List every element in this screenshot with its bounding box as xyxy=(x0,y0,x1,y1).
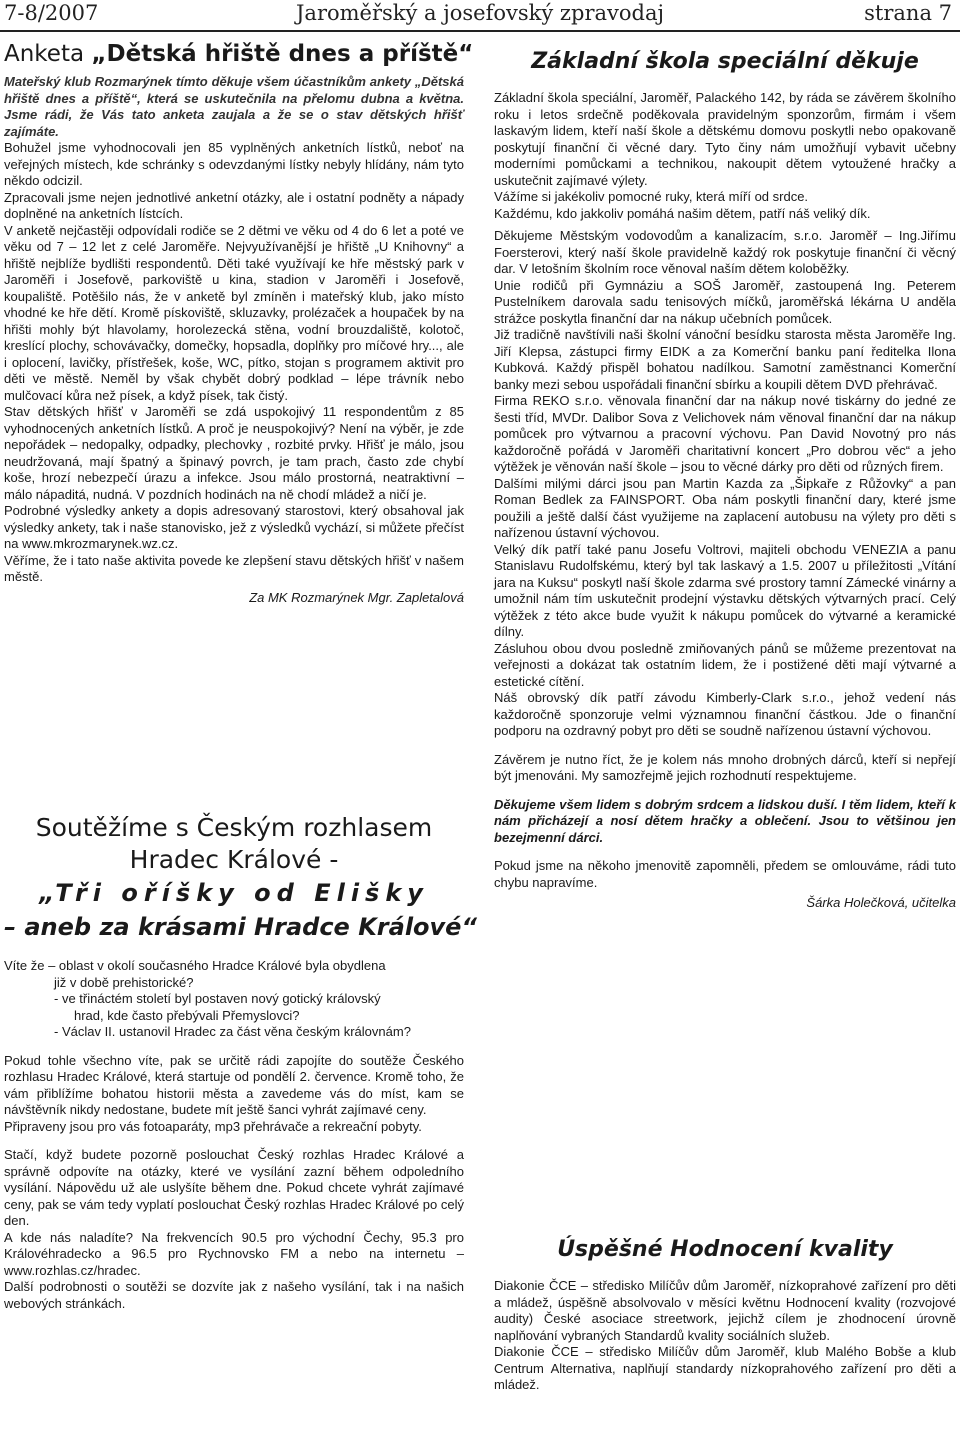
survey-signature: Za MK Rozmarýnek Mgr. Zapletalová xyxy=(249,589,464,605)
quality-paragraph: Diakonie ČCE – středisko Milíčův dům Jaroměř, nízkoprahové zařízení pro děti a mládež, úspěšně absolvovalo v měsíci květnu Hodnocení kvality (rozvojové audity) České asociace streetwork, jejichž cílem je zhodnocení úrovně naplňování vybraných Standardů kvality sociálních služeb. xyxy=(494,1278,956,1343)
header-divider xyxy=(0,30,960,32)
survey-paragraph: Věříme, že i tato naše aktivita povede ke zlepšení stavu dětských hřišť v našem městě. xyxy=(4,552,464,584)
contest-question: - ve třináctém století byl postaven nový gotický královský xyxy=(54,991,381,1006)
contest-question: Víte že – oblast v okolí současného Hradce Králové byla obydlena xyxy=(4,958,386,973)
school-paragraph: Závěrem je nutno říct, že je kolem nás mnoho drobných dárců, kteří si nepřejí být jmenováni. My samozřejmě jejich rozhodnutí respektujeme. xyxy=(494,751,956,783)
contest-title-line-3: „Tři oříšky od Elišky xyxy=(39,879,429,907)
quality-title: Úspěšné Hodnocení kvality xyxy=(557,1237,893,1262)
survey-paragraph: Bohužel jsme vyhodnocovali jen 85 vyplněných anketních lístků, neboť na veřejných místech, kde schránky s odevzdanými lístky nebyly hlídány, nám tyto někdo odcizil. xyxy=(4,140,464,188)
contest-paragraph: Připraveny jsou pro vás fotoaparáty, mp3 přehrávače a rekreační pobyty. xyxy=(4,1118,422,1134)
survey-title-main: „Dětská hřiště dnes a příště“ xyxy=(91,41,474,67)
school-paragraph: Základní škola speciální, Jaroměř, Palackého 142, by ráda se závěrem školního roku i letos srdečně poděkovala pravidelným sponzorům, firmám i všem laskavým lidem, kteří naší škole a dětskému domovu poskytli nebo opakovaně poskytují finanční či věcné dary. Tyto činy nám umožňují vybavit učebny moderními pomůckami a technikou, nakoupit dětem vytoužené hračky a uskutečnit zajímavé výlety. xyxy=(494,90,956,188)
school-paragraph: Velký dík patří také panu Josefu Voltrovi, majiteli obchodu VENEZIA a panu Stanislavu Rudolfskému, který byl tak laskavý a 1.5. 2007 u příležitosti „Vítání jara na Kuksu“ poskytl naší škole zdarma své prostory tamní Zámecké vinárny a umožnil nám tím uskutečnit prodejní výstavku dětských výtvarných prací. Celý výtěžek z této akce bude využit k nákupu pomůcek do výtvarné a keramické dílny. xyxy=(494,541,956,639)
contest-paragraph: Další podrobnosti o soutěži se dozvíte jak z našeho vysílání, tak i na našich webových stránkách. xyxy=(4,1279,464,1311)
publication-title: Jaroměřský a josefovský zpravodaj xyxy=(296,1,664,25)
contest-article xyxy=(4,958,464,1312)
school-paragraph: Každému, kdo jakkoliv pomáhá našim dětem, patří náš veliký dík. xyxy=(494,205,871,221)
contest-title-line-1: Soutěžíme s Českým rozhlasem xyxy=(35,813,433,842)
survey-intro: Mateřský klub Rozmarýnek tímto děkuje všem účastníkům ankety „Dětská hřiště dnes a příště“, která se uskutečnila na přelomu dubna a května. Jsme rádi, že Vás tato anketa zaujala a že se o stav dětských hřišť zajímáte. xyxy=(4,74,464,139)
survey-paragraph: V anketě nejčastěji odpovídali rodiče se 2 dětmi ve věku od 4 do 6 let a poté ve věku od 7 – 12 let z celé Jaroměře. Nejvyužívanější je hřiště „U Knihovny“ a hřiště nejblíže bydlišti respondentů. Děti také využívají ke hře městský park v Jaroměři i Josefově, parkoviště u kina, stadion v Jaroměři i Josefově, koupaliště. Potěšilo nás, že v anketě byl zmíněn i mateřský klub, jako místo vhodné ke hře dětí. Kromě pískoviště, skluzavky, prolézaček a houpaček by na hřišti mohly být hlavolamy, horolezecká stěna, vodní brouzdaliště, kolotoč, kreslící plochy, schovávačky, domečky, hopsadla, doplňky pro míčové hry..., ale i oplocení, lavičky, přístřešek, koše, WC, pítko, stojan s programem aktivit pro děti ve městě. Neměl by však chybět dobrý podklad – lépe trávník nebo mulčovací kůra než písek, a když písek, tak čistý. xyxy=(4,222,464,403)
quality-article xyxy=(494,1236,956,1394)
survey-paragraph: Zpracovali jsme nejen jednotlivé anketní otázky, ale i ostatní podněty a nápady doplněné na anketních lístcích. xyxy=(4,189,464,221)
contest-question: hrad, kde často přebývali Přemyslovci? xyxy=(74,1007,300,1023)
contest-paragraph: Stačí, když budete pozorně poslouchat Český rozhlas Hradec Králové a správně odpovíte na otázky, které ve vysílání zazní během odpoledního vysílání. Nápovědu už ale uslyšíte během dne. Pokud chcete vyhrát zajímavé ceny, pak se vám tedy vyplatí poslouchat Český rozhlas Hradec Králové po celý den. xyxy=(4,1147,464,1228)
school-thanks-title: Základní škola speciální děkuje xyxy=(531,49,919,74)
contest-title-line-4: – aneb za krásami Hradce Králové“ xyxy=(4,913,477,941)
contest-paragraph: Pokud tohle všechno víte, pak se určitě rádi zapojíte do soutěže Českého rozhlasu Hradec Králové, která startuje od pondělí 2. července. Kromě toho, že vám přiblížíme bohatou historii města a zavedeme vás do míst, kam se návštěvník nikdy nedostane, budete mít ještě šanci vyhrát zajímavé ceny. xyxy=(4,1052,464,1117)
survey-paragraph: Podrobné výsledky ankety a dopis adresovaný starostovi, který obsahoval jak výsledky ankety, tak i naše stanovisko, jež z výsledků vychází, si můžete přečíst na www.mkrozmarynek.wz.cz. xyxy=(4,503,465,551)
school-thanks-bold: Děkujeme všem lidem s dobrým srdcem a lidskou duší. I těm lidem, kteří k nám přicházejí a nosí dětem hračky a oblečení. Jsou to většinou jen bezejmenní dárci. xyxy=(494,796,956,845)
issue-number: 7-8/2007 xyxy=(4,1,99,25)
page-header xyxy=(0,0,960,30)
contest-paragraph: A kde nás naladíte? Na frekvencích 90.5 pro východní Čechy, 95.3 pro Královéhradecko a 96.5 pro Rychnovsko FM a nebo na internetu – www.rozhlas.cz/hradec. xyxy=(4,1229,464,1278)
school-paragraph: Vážíme si jakékoliv pomocné ruky, která míří od srdce. xyxy=(494,189,809,204)
contest-title-line-2: Hradec Králové - xyxy=(129,845,339,874)
contest-headline xyxy=(4,812,477,944)
survey-title xyxy=(4,40,474,68)
school-paragraph: Již tradičně navštívili naši školní vánoční besídku starosta města Jaroměře Ing. Jiří Klepsa, zástupci firmy EIDK a za Komerční banku paní ředitelka Ilona Kubková. Každý přispěl bohatou nadílkou. Samotní zaměstnanci Komerční banky mezi sebou uspořádali finanční sbírku a koupili dětem DVD přehrávač. xyxy=(494,327,956,392)
survey-paragraph: Stav dětských hřišť v Jaroměři se zdá uspokojivý 11 respondentům z 85 vyhodnocených anketních lístků. A proč je neuspokojivý? Není na výběr, je zde nepořádek – nedopalky, odpadky, plechovky , rozbité prvky. Hřišť je málo, jsou neudržovaná, mají špatný a špinavý povrch, je tam prach, často zde chybí koše, hrozí nebezpečí úrazu a infekce. Jsou málo prostorná, neatraktivní – málo nápaditá, nudná. V pozdních hodinách na ně chodí mládež a ničí je. xyxy=(4,404,464,502)
contest-question: již v době prehistorické? xyxy=(54,974,194,990)
school-paragraph: Zásluhou obou dvou posledně zmiňovaných pánů se můžeme prezentovat na veřejnosti a dokázat tak ostatním lidem, že i postižené děti mají výtvarné a estetické cítění. xyxy=(494,640,956,689)
school-paragraph: Firma REKO s.r.o. věnovala finanční dar na nákup nové tiskárny do jedné ze šesti tříd, MVDr. Dalibor Sova z Velichovek nám věnoval finanční dar na nákup pomůcek pro výtvarnou a pracovní výchovu. Pan David Novotný pro nás každoročně pořádá v Jaroměři charitativní koncert „Pro dobrou věc“ a jeho výtěžek je věnován naší škole – jsou to věcné dárky pro děti od různých firem. xyxy=(494,393,956,474)
school-paragraph: Děkujeme Městským vodovodům a kanalizacím, s.r.o. Jaroměř – Ing.Jiřímu Foersterovi, který naší škole pravidelně každý rok poskytuje finanční či věcný dar. V letošním školním roce věnoval naším dětem koloběžky. xyxy=(494,228,956,276)
contest-question: - Václav II. ustanovil Hradec za část věna českým královnám? xyxy=(54,1024,411,1039)
page-number: strana 7 xyxy=(864,1,952,25)
survey-title-prefix: Anketa xyxy=(4,41,92,67)
survey-article xyxy=(4,40,474,606)
school-signature: Šárka Holečková, učitelka xyxy=(806,895,956,910)
school-closing: Pokud jsme na někoho jmenovitě zapomněli, předem se omlouváme, rádi tuto chybu napravíme. xyxy=(494,858,956,890)
school-paragraph: Dalšími milými dárci jsou pan Martin Kazda za „Šipkaře z Růžovky“ a pan Roman Bedlek za FAINSPORT. Oba nám poskytli finanční dary, které jsme použili a ještě další část využijeme na zaplacení autobusu na výlety pro děti s nařízenou ústavní výchovou. xyxy=(494,475,956,540)
school-paragraph: Unie rodičů při Gymnáziu a SOŠ Jaroměř, zastoupená Ing. Peterem Pustelníkem darovala sadu tenisových míčků, jaroměřská lékárna U anděla strážce poskytla finanční dar na nákup učebních pomůcek. xyxy=(494,277,956,326)
school-thanks-article xyxy=(494,40,956,912)
quality-paragraph: Diakonie ČCE – středisko Milíčův dům Jaroměř, klub Malého Bobše a klub Centrum Alternativa, naplňují standardy nízkoprahového zařízení pro děti a mládež. xyxy=(494,1344,956,1392)
school-paragraph: Náš obrovský dík patří závodu Kimberly-Clark s.r.o., jehož vedení nás každoročně sponzoruje velmi významnou finanční částkou. Jde o finanční podporu na ozdravný pobyt pro děti se soudně nařízenou ústavní výchovou. xyxy=(494,690,956,738)
